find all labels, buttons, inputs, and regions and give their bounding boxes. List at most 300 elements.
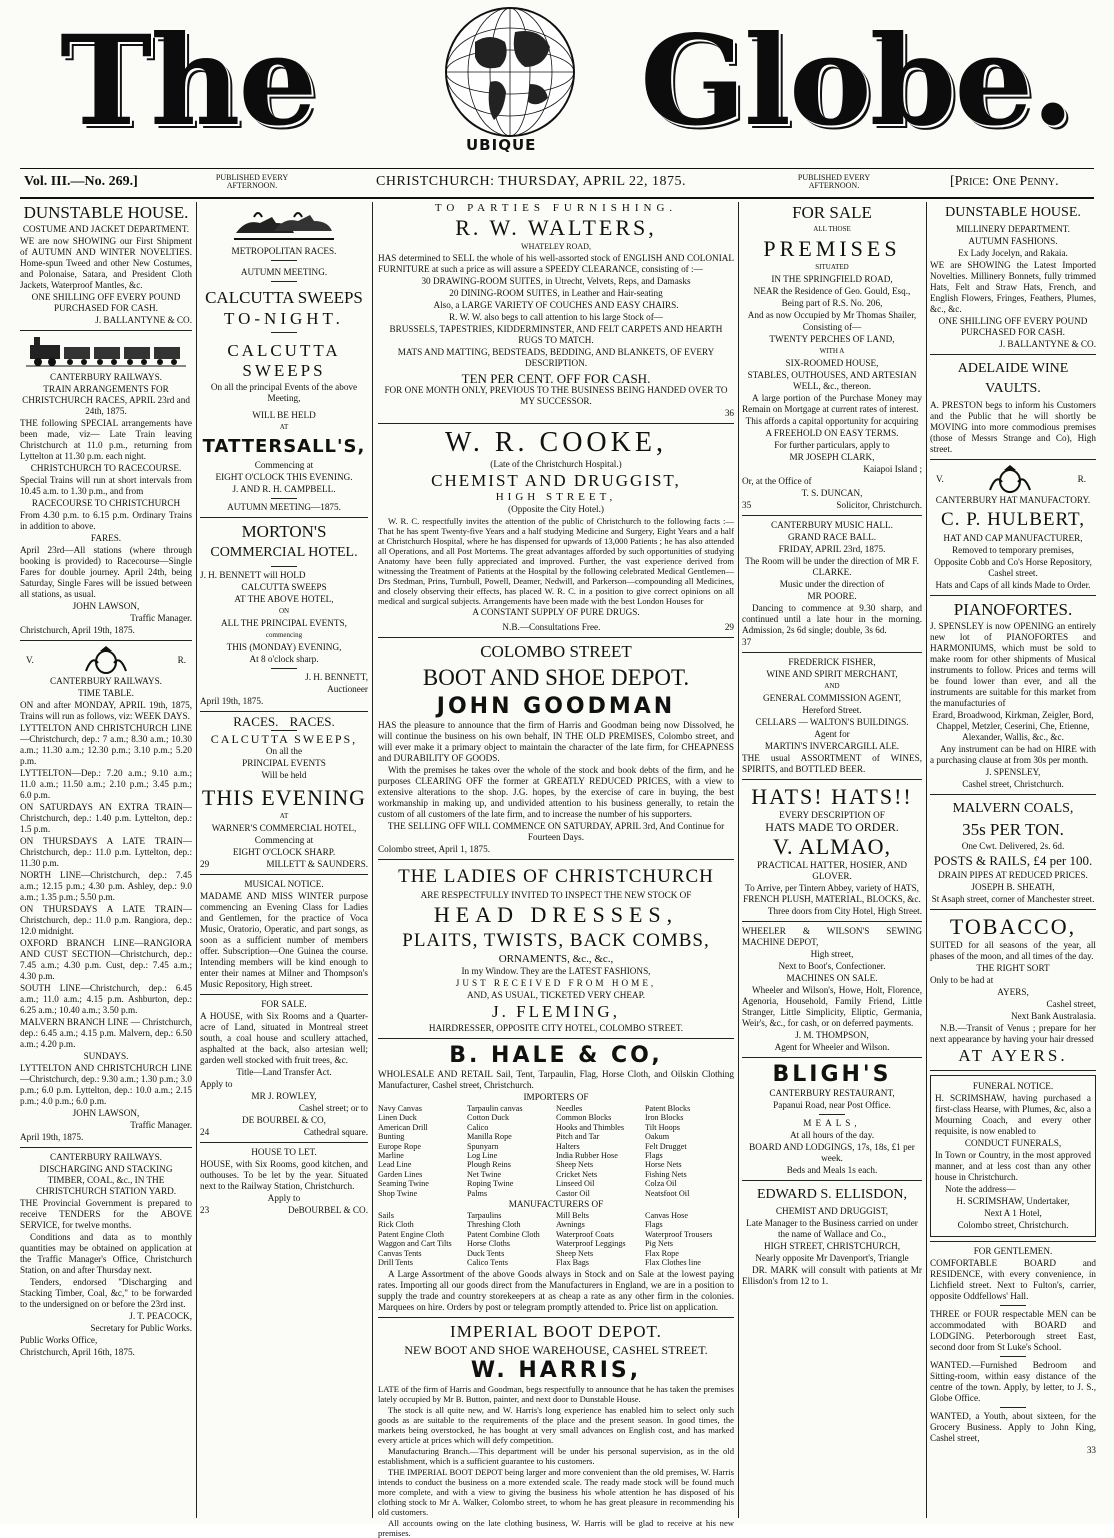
ad-date: Christchurch, April 19th, 1875. xyxy=(20,625,135,635)
ad-address: Hereford Street. xyxy=(802,705,862,715)
ad-address: Cathedral square. xyxy=(303,1127,368,1137)
import-item: Tilt Hoops xyxy=(645,1122,680,1132)
ad-body: CALCUTTA SWEEPS xyxy=(241,582,327,592)
ad-kicker: COLOMBO STREET xyxy=(480,642,632,661)
ad-number: 36 xyxy=(724,408,734,418)
ad-title: IMPERIAL BOOT DEPOT. xyxy=(450,1321,662,1341)
ad-signature: Agent for Wheeler and Wilson. xyxy=(774,1042,890,1052)
ad-heading: CHRISTCHURCH TO RACECOURSE. xyxy=(30,463,182,473)
ad-number: 23 xyxy=(200,1205,210,1215)
import-item: Manilla Rope xyxy=(467,1132,512,1142)
ad-body: Tenders, endorsed "Discharging and Stacking Timber, Coal, &c," to be forwarded to the undersigned on or before the 23rd inst. xyxy=(20,1277,192,1309)
manufacture-item: Waggon and Cart Tilts xyxy=(378,1239,452,1249)
manufacture-item: Sheep Nets xyxy=(556,1248,594,1258)
ad-subtitle: GRAND RACE BALL. xyxy=(787,532,877,542)
ad-heading: W. HARRIS, xyxy=(470,1357,642,1383)
import-item: Garden Lines xyxy=(378,1169,423,1179)
ad-body: AND, AS USUAL, TICKETED VERY CHEAP. xyxy=(467,990,645,1000)
ad-subtitle: (Late of the Christchurch Hospital.) xyxy=(490,459,622,469)
ad-address: Public Works Office, xyxy=(20,1335,98,1345)
ad-signature: MR J. ROWLEY, xyxy=(251,1091,317,1101)
import-item: Colza Oil xyxy=(645,1179,677,1189)
ad-body: WE are now SHOWING our First Shipment of AUTUMN AND WINTER NOVELTIES. Home-spun Tweed and other New Costumes, and Polonaise, Satara, and President Cloth Jackets, Waterproof Mantles, &c. xyxy=(20,236,192,290)
ad-signature: H. SCRIMSHAW, Undertaker, xyxy=(956,1196,1070,1206)
column-rule xyxy=(196,202,197,1518)
ad-body: From 4.30 p.m. to 6.15 p.m. Ordinary Trains in addition to above. xyxy=(20,510,192,531)
ad-body: 30 DRAWING-ROOM SUITES, in Utrecht, Velvets, Reps, and Damasks xyxy=(421,276,691,286)
column-5 xyxy=(930,202,1096,1520)
ad-body: At 8 o'clock sharp. xyxy=(249,654,319,664)
import-item: Lead Line xyxy=(378,1160,412,1170)
ad-title: FUNERAL NOTICE. xyxy=(972,1081,1054,1091)
ad-heading: POSTS & RAILS, £4 per 100. xyxy=(933,853,1093,868)
divider xyxy=(20,197,1094,199)
ad-address: Next Bank Australasia. xyxy=(1011,1011,1096,1021)
ad-address: HIGH STREET, xyxy=(495,491,617,503)
published-note-right: PUBLISHED EVERY AFTERNOON. xyxy=(797,173,871,190)
ad-body: THIS (MONDAY) EVENING, xyxy=(226,642,342,652)
ad-address: Three doors from City Hotel, High Street. xyxy=(767,906,922,916)
ad-address: Cashel street; or to xyxy=(298,1103,368,1113)
ad-heading: JOHN GOODMAN xyxy=(436,694,676,719)
ad-body: Commencing at xyxy=(254,835,314,845)
ad-signature: J. AND R. H. CAMPBELL. xyxy=(232,484,336,494)
ad-body: Manufacturing Branch.—This department will be under his personal supervision, as in the old establishment, which is a sufficient guarantee to his customers. xyxy=(378,1445,734,1466)
ad-subtitle: AUTUMN FASHIONS. xyxy=(968,236,1058,246)
ad-body: MR POORE. xyxy=(807,591,857,601)
ad-body: ALL THOSE xyxy=(813,225,851,233)
ad-address: (Opposite the City Hotel.) xyxy=(508,504,604,514)
ad-body: FOR ONE MONTH ONLY, PREVIOUS TO THE BUSINESS BEING HANDED OVER TO MY SUCCESSOR. xyxy=(384,385,728,406)
ad-body: WANTED, a Youth, about sixteen, for the Grocery Business. Apply to John King, Cashel street, xyxy=(930,1411,1096,1443)
ad-body: This affords a capital opportunity for acquiring xyxy=(745,416,919,426)
import-item: Europe Rope xyxy=(378,1141,421,1151)
ad-subtitle: HAT AND CAP MANUFACTURER, xyxy=(943,533,1083,543)
ad-body: CELLARS — WALTON'S BUILDINGS. xyxy=(755,717,909,727)
manufacture-item: Flax Rope xyxy=(645,1248,679,1258)
ad-title: RACES. RACES. xyxy=(233,714,335,729)
ad-title: MALVERN COALS, xyxy=(952,801,1074,816)
ad-heading: SUNDAYS. xyxy=(83,1051,129,1061)
ad-subtitle: ARE RESPECTFULLY INVITED TO INSPECT THE NEW STOCK OF xyxy=(420,890,692,900)
ad-title: HATS! HATS!! xyxy=(751,784,913,809)
ad-body: THE SELLING OFF WILL COMMENCE ON SATURDAY, APRIL 3rd, And Continue for Fourteen Days. xyxy=(387,821,725,842)
ad-heading: TO-NIGHT. xyxy=(224,309,344,328)
ad-body: A HOUSE, with Six Rooms and a Quarter-acre of Land, situated in Montreal street south, a coal house and scullery attached, asphalted at the back, also artesian well; garden well stocked with fruit trees, &c. xyxy=(200,1011,368,1065)
import-item: Neatsfoot Oil xyxy=(645,1188,690,1198)
ad-address: High street, xyxy=(810,949,854,959)
ad-signature: J. M. THOMPSON, xyxy=(795,1030,869,1040)
manufacture-item: Calico Tents xyxy=(467,1258,508,1268)
ad-body: NEAR the Residence of Geo. Gould, Esq., xyxy=(753,286,911,296)
ad-body: Note the address— xyxy=(945,1184,1016,1194)
import-item: Roping Twine xyxy=(467,1179,514,1189)
ad-signature: DE BOURBEL & CO, xyxy=(242,1115,326,1125)
ad-body: THE RIGHT SORT xyxy=(976,963,1050,973)
ad-title: MUSICAL NOTICE. xyxy=(244,879,324,889)
manufacture-item: Sails xyxy=(378,1211,394,1221)
ad-signature: Traffic Manager. xyxy=(130,1120,192,1130)
ad-body: AT xyxy=(279,423,289,431)
ad-body: WANTED.—Furnished Bedroom and Sitting-room, within easy distance of the centre of the town. Apply, by letter, to J. S., Globe Office. xyxy=(930,1360,1096,1403)
ad-heading: HEAD DRESSES, xyxy=(433,902,679,927)
column-rule xyxy=(926,202,927,1518)
royal-crest xyxy=(20,645,192,675)
manufacture-item: Flax Bags xyxy=(556,1258,589,1268)
ad-body: SIX-ROOMED HOUSE, xyxy=(785,358,879,368)
ad-heading: RACECOURSE TO CHRISTCHURCH xyxy=(31,498,181,508)
ad-title: PIANOFORTES. xyxy=(953,600,1073,619)
import-item: Halters xyxy=(556,1141,580,1151)
manufacture-item: Rick Cloth xyxy=(378,1220,414,1230)
import-item: Bunting xyxy=(378,1132,405,1142)
timetable-line: NORTH LINE—Christchurch, dep.: 7.45 a.m.; 12.15 p.m.; 4.30 p.m. Ashley, dep.: 9.0 a.m.; 1.35 p.m.; 5.50 p.m. xyxy=(20,870,192,902)
manufacture-item: Waterproof Leggings xyxy=(556,1239,626,1249)
ad-body: In Town or Country, in the most approved manner, and at less cost than any other house in Christchurch. xyxy=(935,1150,1091,1182)
ad-body: ORNAMENTS, &c., &c., xyxy=(498,953,614,965)
ad-body: All accounts owing on the late clothing business, W. Harris will be glad to receive at his new premises. xyxy=(378,1517,734,1538)
ad-number: 33 xyxy=(1086,1445,1096,1455)
ad-body: AND xyxy=(824,682,840,690)
import-item: Hooks and Thimbles xyxy=(556,1122,625,1132)
ad-body: MADAME AND MISS WINTER purpose commencing an Evening Class for Ladies and Gentlemen, for the practice of Voca Music, Oratorio, Operatic, and part songs, as soon as a sufficient number of members offer. Subscription—One Guinea the course. Intending members will be kind enough to enter their names at Milner and Thompson's Music Repository, High street. xyxy=(200,891,368,989)
ad-body: Removed to temporary premises, xyxy=(952,545,1074,555)
manufacture-item: Threshing Cloth xyxy=(467,1220,521,1230)
import-item: Flags xyxy=(645,1151,663,1161)
ad-body: With the premises he takes over the whole of the stock and book debts of the firm, and he purposes CLEARING OFF the former at GREATLY REDUCED PRICES, with a view to extensive alterations to the shop. J.G. hopes, by the exercise of care in buying, the best workmanship in making up, and undivided attention to his business generally, to retain the custom of all customers of the late firm, and to increase the number of his supporters. xyxy=(378,765,734,819)
ad-body: HOUSE, with Six Rooms, good kitchen, and outhouses. To be let by the year. Situated next to the Railway Station, Christchurch. xyxy=(200,1159,368,1191)
ad-subtitle: COSTUME AND JACKET DEPARTMENT. xyxy=(22,224,190,234)
import-item: American Drill xyxy=(378,1122,428,1132)
ad-signature: T. S. DUNCAN, xyxy=(801,488,863,498)
import-item: Marline xyxy=(378,1151,404,1161)
ad-title: FOR SALE xyxy=(792,203,872,222)
masthead-title-left: The xyxy=(60,9,316,154)
funeral-notice-box xyxy=(930,1075,1096,1237)
ad-title: DUNSTABLE HOUSE. xyxy=(23,203,189,222)
column-rule xyxy=(372,202,373,1518)
ad-body: Being part of R.S. No. 206, xyxy=(781,298,883,308)
ad-body: GENERAL COMMISSION AGENT, xyxy=(762,693,902,703)
ad-body: THE IMPERIAL BOOT DEPOT being larger and more convenient than the old premises, W. Harris intends to conduct the business on a more extended scale. The ready made stock will be found much more complete, and with a view to giving the business his whole attention he has disposed of his clothing stock to Mr A. Walker, Colombo street, to whom he has great pleasure in recommending his old customers. xyxy=(378,1466,734,1517)
ad-body: Consisting of— xyxy=(802,322,862,332)
ad-body: STABLES, OUTHOUSES, AND ARTESIAN WELL, &c., thereon. xyxy=(747,370,917,391)
ad-heading: MEALS, xyxy=(803,1118,861,1128)
ad-title: ADELAIDE WINE VAULTS. xyxy=(957,361,1069,396)
ad-body: Ex Lady Jocelyn, and Rakaia. xyxy=(958,248,1068,258)
ad-heading: CHEMIST AND DRUGGIST, xyxy=(431,471,681,490)
ad-number: 29 xyxy=(200,859,210,869)
volume-number: Vol. III.—No. 269.] xyxy=(24,174,138,189)
ad-number: 37 xyxy=(742,637,752,647)
manufacture-item: Flax Clothes line xyxy=(645,1258,701,1268)
ad-title: METROPOLITAN RACES. xyxy=(231,246,337,256)
column-4 xyxy=(742,202,922,1520)
ad-subtitle: DISCHARGING AND STACKING TIMBER, COAL, &c., IN THE CHRISTCHURCH STATION YARD. xyxy=(35,1164,177,1196)
ad-body: A FREEHOLD ON EASY TERMS. xyxy=(765,428,899,438)
import-item: Palms xyxy=(467,1188,488,1198)
ad-heading: CALCUTTA SWEEPS, xyxy=(210,732,358,746)
ad-title: R. W. WALTERS, xyxy=(455,215,657,240)
import-item: Shop Twine xyxy=(378,1188,418,1198)
ad-heading: THIS EVENING xyxy=(201,785,367,810)
ad-title: FOR SALE. xyxy=(261,999,307,1009)
ad-signature: Traffic Manager. xyxy=(130,613,192,623)
ad-signature: JOHN LAWSON, xyxy=(72,1108,140,1118)
ad-address: HAIRDRESSER, OPPOSITE CITY HOTEL, COLOMBO STREET. xyxy=(428,1023,684,1033)
ad-title: W. R. COOKE, xyxy=(445,427,667,458)
ad-body: JUST RECEIVED FROM HOME, xyxy=(455,978,657,988)
ad-body: BOARD AND LODGINGS, 17s, 18s, £1 per week. xyxy=(749,1142,915,1163)
ad-note: DR. MARK will consult with patients at Mr Ellisdon's from 12 to 1. xyxy=(742,1265,922,1286)
imports-list xyxy=(378,1104,734,1198)
ad-offer: ONE SHILLING OFF EVERY POUND PURCHASED FOR CASH. xyxy=(938,316,1088,337)
ad-signature: J. T. PEACOCK, xyxy=(129,1311,192,1321)
ad-heading: C. P. HULBERT, xyxy=(941,509,1085,530)
ad-body: AT xyxy=(279,812,289,820)
ad-heading: CONDUCT FUNERALS, xyxy=(964,1138,1062,1148)
ad-address: Colombo street, Christchurch. xyxy=(957,1220,1069,1230)
ad-body: Agent for xyxy=(814,729,850,739)
import-item: Fishing Nets xyxy=(645,1169,687,1179)
import-item: Spunyarn xyxy=(467,1141,499,1151)
ad-address: Cashel street, Christchurch. xyxy=(962,779,1064,789)
timetable-line: LYTTELTON AND CHRISTCHURCH LINE—Christchurch, dep.: 7 a.m.; 8.30 a.m.; 10.30 a.m.; 11.30 a.m.; 12.30 p.m.; 3.10 p.m.; 5.20 p.m. xyxy=(20,723,192,766)
timetable-line: OXFORD BRANCH LINE—RANGIORA AND CUST SECTION—Christchurch, dep.: 7.45 a.m.; 4.30 p.m. Cust, dep.: 7.45 a.m.; 4.30 p.m. xyxy=(20,938,192,981)
ad-body: On all the principal Events of the above Meeting, xyxy=(210,382,358,403)
ad-signature: J. BALLANTYNE & CO. xyxy=(999,339,1096,349)
import-item: Linseed Oil xyxy=(556,1179,595,1189)
divider xyxy=(20,168,1094,169)
ad-address: Opposite Cobb and Co's Horse Repository, Cashel street. xyxy=(934,557,1092,578)
timetable-line: SOUTH LINE—Christchurch, dep.: 6.45 a.m.; 11.0 a.m.; 4.15 p.m. Ashburton, dep.: 6.25 a.m.; 10.40 a.m.; 3.50 p.m. xyxy=(20,983,192,1015)
ad-heading: CALCUTTA SWEEPS xyxy=(227,341,341,380)
ad-body: WHOLESALE AND RETAIL Sail, Tent, Tarpaulin, Flag, Horse Cloth, and Oilskin Clothing Manufacturer, Cashel street, Christchurch. xyxy=(378,1069,734,1090)
manufactures-list xyxy=(378,1211,734,1267)
ad-body: WE are SHOWING the Latest Imported Novelties. Millinery Bonnets, fully trimmed Hats, Felt and Straw Hats, French, and English Flowers, Fringes, Feathers, Plumes, &c., &c. xyxy=(930,260,1096,314)
ad-date: April 19th, 1875. xyxy=(200,696,264,706)
ad-body: Commencing at xyxy=(254,460,314,470)
ad-heading: TEN PER CENT. OFF FOR CASH. xyxy=(461,371,651,386)
manufacture-item: Duck Tents xyxy=(467,1248,505,1258)
ad-body: 20 DINING-ROOM SUITES, in Leather and Hair-seating xyxy=(449,288,663,298)
ad-body: April 23rd—All stations (where through booking is provided) to Racecourse—Single Fares for double journey. April 24th, being Saturday, Single Fares will be issued between all stations, as usual. xyxy=(20,545,192,599)
ad-heading: A CONSTANT SUPPLY OF PURE DRUGS. xyxy=(472,607,640,617)
ad-signature: Secretary for Public Works. xyxy=(90,1323,192,1333)
ad-address: Kaiapoi Island ; xyxy=(863,464,922,474)
masthead-title-right: Globe. xyxy=(640,9,1073,154)
ad-body: SUITED for all seasons of the year, all phases of the moon, and all times of the day. xyxy=(930,940,1096,961)
ad-subtitle: NEW BOOT AND SHOE WAREHOUSE, CASHEL STREET. xyxy=(404,1342,708,1357)
ad-address: Nearly opposite Mr Davenport's, Triangle xyxy=(755,1253,909,1263)
venue-name: WARNER'S COMMERCIAL HOTEL, xyxy=(211,823,357,833)
ad-heading: 35s PER TON. xyxy=(962,820,1064,839)
ad-heading: V. ALMAO, xyxy=(772,834,891,859)
ad-body: Apply to xyxy=(267,1193,301,1203)
ad-body: Erard, Broadwood, Kirkman, Zeigler, Bord, Chappel, Metzler, Ceserini, Che, Etienne, Alexander, Wallis, &c., &c. xyxy=(932,710,1094,742)
ad-address: Cashel street, xyxy=(1046,999,1096,1009)
ad-heading: FARES. xyxy=(90,533,122,543)
manufacture-item: Patent Combine Cloth xyxy=(467,1229,540,1239)
ad-body: On all the xyxy=(265,746,303,756)
ad-body: THE Provincial Government is prepared to receive TENDERS for the ABOVE SERVICE, for twelve months. xyxy=(20,1198,192,1230)
ad-body: Conditions and data as to monthly quantities may be obtained on application at the Traffic Manager's Office, Christchurch Station, on and after Thursday next. xyxy=(20,1232,192,1275)
ad-body: BRUSSELS, TAPESTRIES, KIDDERMINSTER, AND FELT CARPETS AND HEARTH RUGS TO MATCH. xyxy=(389,324,723,345)
ad-address: Solicitor, Christchurch. xyxy=(836,500,922,510)
ad-body: TWENTY PERCHES OF LAND, xyxy=(769,334,895,344)
import-item: Net Twine xyxy=(467,1169,502,1179)
ad-body: Music under the direction of xyxy=(779,579,885,589)
ad-body: Also, a LARGE VARIETY OF COUCHES AND EASY CHAIRS. xyxy=(433,300,679,310)
ad-title: BOOT AND SHOE DEPOT. xyxy=(422,665,690,690)
ad-subtitle: COMMERCIAL HOTEL. xyxy=(210,545,358,560)
ad-note: N.B.—Transit of Venus ; prepare for her next appearance by having your hair dressed xyxy=(930,1023,1096,1044)
ad-body: HAS determined to SELL the whole of his well-assorted stock of ENGLISH AND COLONIAL FURNITURE at such a price as will assure a SPEEDY CLEARANCE, consisting of :— xyxy=(378,253,734,274)
ad-title: THE LADIES OF CHRISTCHURCH xyxy=(398,866,714,887)
ad-body: W. R. C. respectfully invites the attention of the public of Christchurch to the following facts :—That he has spent Twenty-five Years and a half studying Medicine and Surgery, Eight Years and a half at Christchurch Hospital, where he has dispensed for upwards of 13,000 Patients ; he has also attended all Operations, and all Post Mortems. The great advantages afforded by such opportunities of studying Anatomy have been fully appreciated and improved. Further, the vast experience derived from witnessing the Treatment of Patients at the Hospital by the following celebrated Medical Gentlemen—Drs Stedman, Prins, Turnbull, Powell, Deamer, Nedwill, and Parkerson—compounding all Medicines, and closely observing their effects, has placed W. R. C. in a position to give correct opinions on all medical and surgical subjects. Arrangements have been made with the best London Houses for xyxy=(378,516,734,606)
ad-title: MORTON'S xyxy=(241,522,327,541)
ad-title: HOUSE TO LET. xyxy=(251,1147,317,1157)
ad-note: N.B.—Consultations Free. xyxy=(502,622,601,632)
venue-name: TATTERSALL'S, xyxy=(202,436,366,457)
ad-body: PRINCIPAL EVENTS xyxy=(242,758,326,768)
import-item: Navy Canvas xyxy=(378,1104,422,1113)
published-note-left: PUBLISHED EVERY AFTERNOON. xyxy=(215,173,289,190)
ad-body: THE following SPECIAL arrangements have been made, viz— Late Train leaving Christchurch at 11.0 p.m., returning from Lyttelton at 11.30 p.m. each night. xyxy=(20,418,192,461)
import-item: Iron Blocks xyxy=(645,1113,684,1123)
import-item: Pitch and Tar xyxy=(556,1132,600,1142)
import-item: India Rubber Hose xyxy=(556,1151,618,1161)
crest-letter: V. xyxy=(26,655,34,665)
timetable-line: ON THURSDAYS A LATE TRAIN—Christchurch, dep.: 11.0 p.m. Lyttelton, dep.: 11.30 p.m. xyxy=(20,836,192,868)
masthead xyxy=(0,0,1114,168)
ad-date: Colombo street, April 1, 1875. xyxy=(378,844,491,854)
ad-subtitle: TRAIN ARRANGEMENTS FOR CHRISTCHURCH RACES, APRIL 23rd and 24th, 1875. xyxy=(22,384,190,416)
ad-body: COMFORTABLE BOARD and RESIDENCE, with every convenience, in Lichfield street. Next to Fulton's, carrier, opposite Oddfellows' Hall. xyxy=(930,1258,1096,1301)
ad-signature: J. BALLANTYNE & CO. xyxy=(95,315,192,325)
ad-heading: HATS MADE TO ORDER. xyxy=(765,820,899,834)
ad-body: Late Manager to the Business carried on under the name of Wallace and Co., xyxy=(746,1218,918,1239)
column-2 xyxy=(200,202,368,1520)
ad-heading: IMPORTERS OF xyxy=(523,1092,589,1102)
ad-heading: MANUFACTURERS OF xyxy=(508,1199,604,1210)
ad-body: Any instrument can be had on HIRE with a purchasing clause at from 30s per month. xyxy=(930,744,1096,765)
import-item: Seaming Twine xyxy=(378,1179,429,1189)
ad-title: DUNSTABLE HOUSE. xyxy=(945,205,1081,220)
ad-date: FRIDAY, APRIL 23rd, 1875. xyxy=(778,544,886,554)
manufacture-item: Waterproof Coats xyxy=(556,1229,614,1239)
ad-body: Only to be had at xyxy=(930,975,994,985)
ad-title: EDWARD S. ELLISDON, xyxy=(756,1187,908,1202)
manufacture-item: Canvas Tents xyxy=(378,1248,422,1258)
ad-body: THE usual ASSORTMENT of WINES, SPIRITS, and BOTTLED BEER. xyxy=(742,753,922,774)
ad-body: AUTUMN MEETING—1875. xyxy=(227,502,341,512)
ad-body: MATS AND MATTING, BEDSTEADS, BEDDING, AND BLANKETS, OF EVERY DESCRIPTION. xyxy=(397,347,715,368)
ad-body: EIGHT O'CLOCK THIS EVENING. xyxy=(215,472,353,482)
import-item: Patent Blocks xyxy=(645,1104,691,1113)
ad-number: 35 xyxy=(742,500,752,510)
ad-body: SITUATED xyxy=(815,263,849,271)
ad-body: A large portion of the Purchase Money may Remain on Mortgage at current rates of interest. xyxy=(742,393,922,414)
ad-body: Title—Land Transfer Act. xyxy=(236,1067,332,1077)
ad-body: J. SPENSLEY is now OPENING an entirely new lot of PIANOFORTES and HARMONIUMS, which must be sold to make room for other shipments of Musical instruments to follow. Prices and terms will be found lower than ever, and all the instruments are suitable for this market from the manufacturies of xyxy=(930,621,1096,708)
ad-subtitle: CHEMIST AND DRUGGIST, xyxy=(775,1206,889,1216)
ad-body: ALL THE PRINCIPAL EVENTS, xyxy=(221,618,347,628)
ad-heading: MACHINES ON SALE. xyxy=(786,973,878,983)
timetable-line: MALVERN BRANCH LINE — Christchurch, dep.: 6.45 a.m.; 4.15 p.m. Malvern, dep.: 6.50 a.m.; 4.20 p.m. xyxy=(20,1017,192,1049)
ad-body: R. W. W. also begs to call attention to his large Stock of— xyxy=(449,312,663,322)
ad-title: B. HALE & CO, xyxy=(449,1043,663,1068)
ad-address: Papanui Road, near Post Office. xyxy=(773,1100,891,1110)
import-item: Needles xyxy=(556,1104,583,1113)
ad-body: Special Trains will run at short intervals from 10.45 a.m. to 1.30 p.m., and from xyxy=(20,475,192,496)
ad-date: Christchurch, April 16th, 1875. xyxy=(20,1347,135,1357)
ad-body: H. SCRIMSHAW, having purchased a first-class Hearse, with Plumes, &c, also a Mourning Coach, and every other requisite, is now enabled to xyxy=(935,1093,1091,1136)
import-item: Tarpaulin canvas xyxy=(467,1104,523,1113)
ad-body: ON xyxy=(278,607,290,615)
ad-body: Apply to xyxy=(200,1079,233,1089)
timetable-line: ON SATURDAYS AN EXTRA TRAIN—Christchurch, dep.: 1.40 p.m. Lyttelton, dep.: 1.5 p.m. xyxy=(20,802,192,834)
ad-body: The Room will be under the direction of MR F. CLARKE. xyxy=(745,556,919,577)
ad-body: PRACTICAL HATTER, HOSIER, AND GLOVER. xyxy=(757,860,907,881)
ad-body: WINE AND SPIRIT MERCHANT, xyxy=(766,669,898,679)
import-item: Plough Reins xyxy=(467,1160,511,1170)
crest-icon xyxy=(82,645,130,675)
ad-body: For further particulars, apply to xyxy=(774,440,890,450)
ad-title: WHEELER & WILSON'S SEWING MACHINE DEPOT, xyxy=(742,926,922,947)
import-item: Oakum xyxy=(645,1132,670,1142)
ad-subtitle: TIME TABLE. xyxy=(78,688,134,698)
masthead-motto: UBIQUE xyxy=(466,136,537,154)
ad-body: DRAIN PIPES AT REDUCED PRICES. xyxy=(938,870,1088,880)
ad-body: EIGHT O'CLOCK SHARP. xyxy=(232,847,336,857)
ad-heading: CALCUTTA SWEEPS xyxy=(205,288,363,307)
ad-heading: AT AYERS. xyxy=(958,1046,1068,1065)
ad-title: CANTERBURY RAILWAYS. xyxy=(50,1152,162,1162)
ad-body: Wheeler and Wilson's, Howe, Holt, Florence, Agenoria, Household, Family Friend, Little Stranger, Little Simplicity, Eliptic, Germania, Weir's, &c., for cash, or on deferred payments. xyxy=(742,985,922,1028)
manufacture-item: Canvas Hose xyxy=(645,1211,688,1221)
ad-body: A. PRESTON begs to inform his Customers and the Public that he will shortly be MOVING into more commodious premises (those of Messrs Strange and Co), High street. xyxy=(930,400,1096,454)
manufacture-item: Pig Nets xyxy=(645,1239,673,1249)
ad-title: TOBACCO, xyxy=(949,914,1077,939)
manufacture-item: Flags xyxy=(645,1220,663,1230)
column-rule xyxy=(738,202,739,1518)
ad-body: IN THE SPRINGFIELD ROAD, xyxy=(771,274,893,284)
ad-signature: DeBOURBEL & CO. xyxy=(287,1205,368,1215)
ad-signature: J. H. BENNETT, xyxy=(305,672,368,682)
ad-signature: J. FLEMING, xyxy=(492,1002,620,1021)
ad-number: 24 xyxy=(200,1127,210,1137)
ad-address: HIGH STREET, CHRISTCHURCH, xyxy=(763,1241,901,1251)
ad-signature: MILLETT & SAUNDERS. xyxy=(266,859,368,869)
ad-body: J. H. BENNETT will HOLD xyxy=(200,570,306,580)
import-item: Log Line xyxy=(467,1151,498,1161)
ad-title: CANTERBURY RAILWAYS. xyxy=(50,676,162,686)
crest-letter: R. xyxy=(1077,474,1086,484)
manufacture-item: Awnings xyxy=(556,1220,585,1230)
ad-body: ON and after MONDAY, APRIL 19th, 1875, Trains will run as follows, viz: WEEK DAYS. xyxy=(20,700,192,721)
timetable-line: ON THURSDAYS A LATE TRAIN—Christchurch, dep.: 11.0 p.m. Rangiora, dep.: 12.0 midnight. xyxy=(20,904,192,936)
ad-body: At all hours of the day. xyxy=(789,1130,875,1140)
ad-title: FOR GENTLEMEN. xyxy=(973,1246,1053,1256)
manufacture-item: Patent Engine Cloth xyxy=(378,1229,444,1239)
ad-subtitle: MILLINERY DEPARTMENT. xyxy=(956,224,1070,234)
train-engraving-icon xyxy=(26,335,186,369)
crest-letter: R. xyxy=(177,655,186,665)
ad-subtitle: CANTERBURY RESTAURANT, xyxy=(769,1088,895,1098)
racing-engraving-icon xyxy=(234,205,334,243)
ad-kicker: TO PARTIES FURNISHING. xyxy=(434,202,678,214)
